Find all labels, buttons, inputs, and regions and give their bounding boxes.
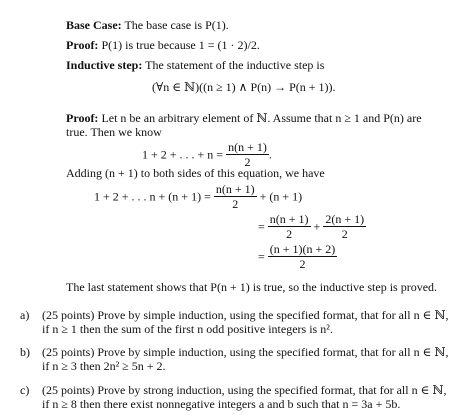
row1-numerator: n(n + 1) — [215, 182, 255, 196]
problem-a-line1: (25 points) Prove by simple induction, using the specified format, that for all n ∈ ℕ, — [42, 308, 449, 322]
proof-label: Proof: — [66, 38, 99, 52]
row2-plus: + — [313, 219, 321, 234]
row3-numerator: (n + 1)(n + 2) — [269, 242, 336, 256]
row1-tail: + (n + 1) — [259, 189, 303, 204]
fraction-denominator: 2 — [226, 154, 269, 169]
equation-sum-lhs: 1 + 2 + . . . + n = — [142, 147, 224, 162]
inductive-step-line — [66, 58, 324, 72]
row1-denominator: 2 — [214, 196, 257, 211]
equation-add-row3 — [258, 242, 337, 272]
problem-b-line1: (25 points) Prove by simple induction, using the specified format, that for all n ∈ ℕ, — [42, 345, 449, 359]
problem-c-line1: (25 points) Prove by strong induction, using the specified format, that for all n ∈ ℕ, — [42, 383, 447, 397]
problem-b-line2: if n ≥ 3 then 2n² ≥ 5n + 2. — [42, 359, 166, 373]
proof-inductive-text1: Let n be an arbitrary element of ℕ. Assume that n ≥ 1 and P(n) are — [101, 111, 422, 125]
proof-label-2: Proof: — [66, 111, 99, 125]
row2-equals: = — [258, 219, 265, 234]
row2-numerator-2: 2(n + 1) — [325, 212, 365, 226]
equation-add-row1 — [94, 182, 302, 212]
proof-inductive-line2: true. Then we know — [66, 125, 162, 139]
inductive-step-formula: (∀n ∈ ℕ)((n ≥ 1) ∧ P(n) → P(n + 1)). — [152, 80, 336, 94]
row2-fraction-1 — [268, 212, 311, 242]
proof-base-text: P(1) is true because 1 = (1 · 2)/2. — [101, 38, 260, 52]
row2-denominator-2: 2 — [323, 226, 366, 241]
row3-denominator: 2 — [268, 256, 338, 271]
row2-denominator-1: 2 — [268, 226, 311, 241]
row3-fraction — [268, 242, 338, 272]
conclusion-line: The last statement shows that P(n + 1) is true, so the inductive step is proved. — [66, 280, 438, 294]
row3-equals: = — [258, 249, 265, 264]
base-case-text: The base case is P(1). — [124, 18, 229, 32]
row2-fraction-2 — [323, 212, 366, 242]
proof-inductive-line1 — [66, 111, 422, 125]
problem-c-line2: if n ≥ 8 then there exist nonnegative integers a and b such that n = 3a + 5b. — [42, 397, 401, 411]
base-case-line — [66, 18, 229, 32]
inductive-step-text: The statement of the inductive step is — [145, 58, 325, 72]
problem-a-line2: if n ≥ 1 then the sum of the first n odd positive integers is n². — [42, 322, 333, 336]
adding-line: Adding (n + 1) to both sides of this equation, we have — [66, 166, 325, 180]
inductive-step-label: Inductive step: — [66, 58, 143, 72]
row1-fraction — [214, 182, 257, 212]
equation-sum-end: . — [268, 147, 272, 162]
row2-numerator-1: n(n + 1) — [269, 212, 309, 226]
proof-base-line — [66, 38, 260, 52]
base-case-label: Base Case: — [66, 18, 122, 32]
fraction-numerator: n(n + 1) — [228, 140, 267, 154]
problem-b-label: b) — [20, 345, 30, 359]
problem-c-label: c) — [20, 383, 30, 397]
equation-add-row2 — [258, 212, 366, 242]
problem-a-label: a) — [20, 308, 30, 322]
equation-add-lhs: 1 + 2 + . . . n + (n + 1) = — [94, 189, 211, 204]
